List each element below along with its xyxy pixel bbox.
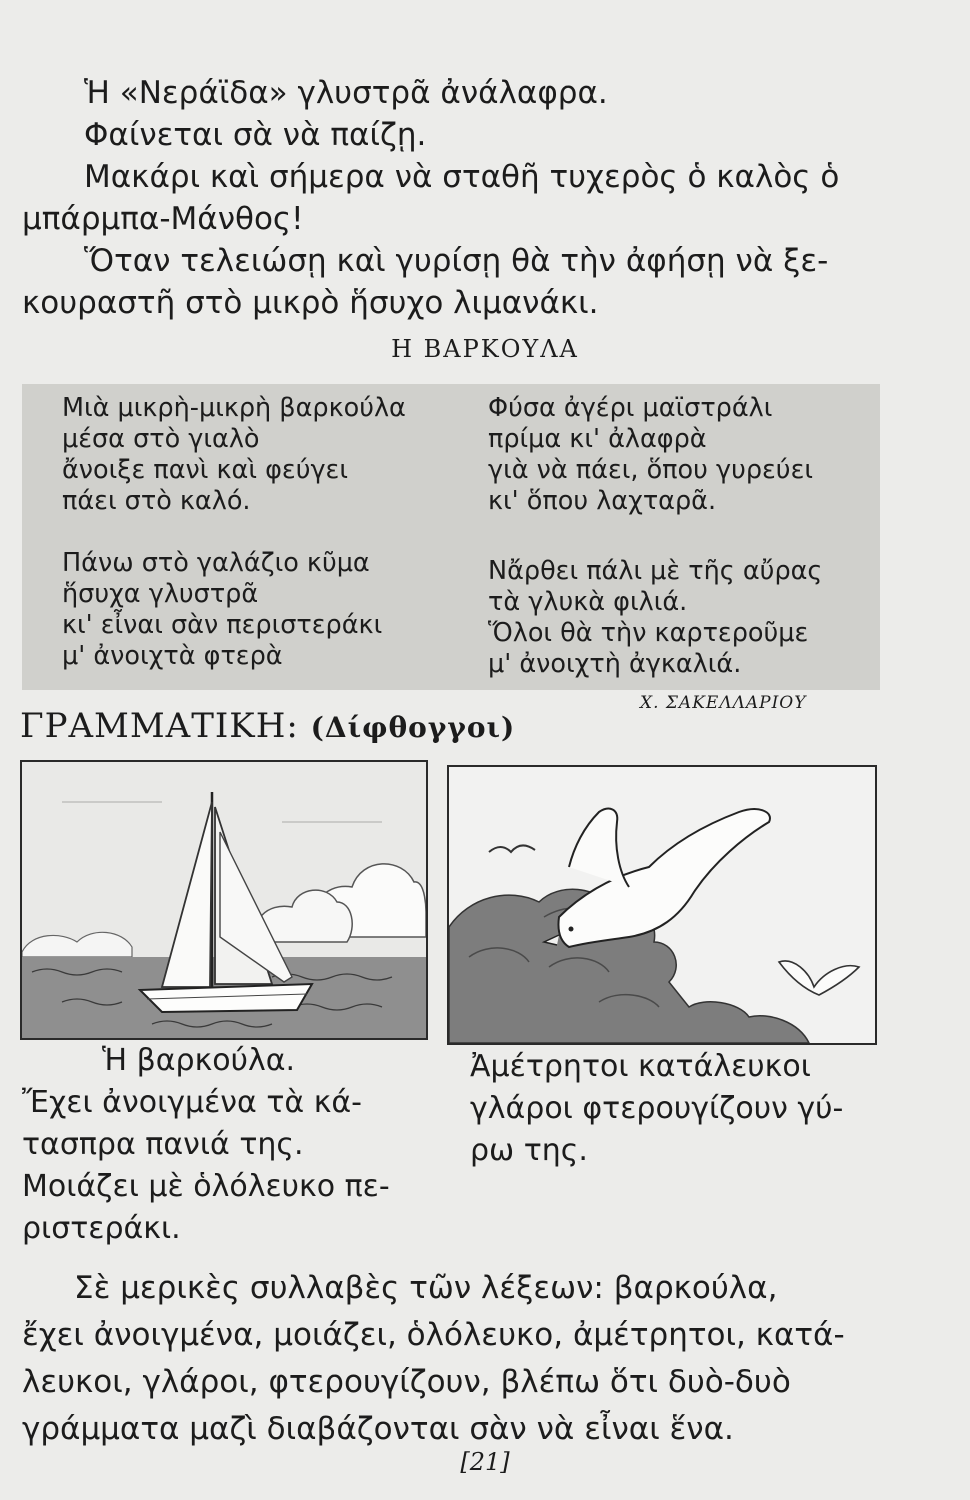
caption-line: γλάροι φτερουγίζουν γύ- [470, 1091, 844, 1126]
seagulls-illustration [447, 765, 877, 1045]
left-caption [22, 1040, 390, 1250]
poem-line: κι' ὅπου λαχταρᾶ. [488, 486, 717, 516]
poem-line: ἥσυχα γλυστρᾶ [62, 579, 259, 609]
sailboat-drawing [22, 762, 426, 1038]
intro-line: Ὅταν τελειώσῃ καὶ γυρίσῃ θὰ τὴν ἀφήσῃ νὰ ξε- [84, 243, 829, 279]
poem-line: Ὅλοι θὰ τὴν καρτεροῦμε [488, 618, 809, 648]
intro-line: Φαίνεται σὰ νὰ παίζῃ. [84, 117, 427, 153]
closing-line: λευκοι, γλάροι, φτερουγίζουν, βλέπω ὅτι δυὸ-δυὸ [22, 1364, 791, 1400]
poem-line: μ' ἀνοιχτὴ ἀγκαλιά. [488, 649, 742, 679]
poem-line: Νἄρθει πάλι μὲ τῆς αὔρας [488, 556, 823, 586]
poem-stanza [488, 393, 813, 517]
poem-line: γιὰ νὰ πάει, ὅπου γυρεύει [488, 455, 813, 485]
poem-line: μ' ἀνοιχτὰ φτερὰ [62, 641, 283, 671]
intro-line: κουραστῆ στὸ μικρὸ ἥσυχο λιμανάκι. [22, 285, 599, 321]
closing-line: γράμματα μαζὶ διαβάζονται σὰν νὰ εἶναι ἕνα. [22, 1411, 734, 1447]
caption-line: Μοιάζει μὲ ὁλόλευκο πε- [22, 1169, 390, 1204]
intro-line: Ἡ «Νεράϊδα» γλυστρᾶ ἀνάλαφρα. [84, 75, 608, 111]
poem-stanza [62, 548, 382, 672]
poem-line: πάει στὸ καλό. [62, 486, 251, 516]
poem-line: κι' εἶναι σὰν περιστεράκι [62, 610, 383, 640]
caption-line: τασπρα πανιά της. [22, 1127, 304, 1162]
poem-line: Πάνω στὸ γαλάζιο κῦμα [62, 548, 370, 578]
caption-line: Ἀμέτρητοι κατάλευκοι [470, 1049, 811, 1084]
poem-line: ἄνοιξε πανὶ καὶ φεύγει [62, 455, 348, 485]
poem-stanza [488, 556, 822, 680]
poem-line: πρίμα κι' ἀλαφρὰ [488, 424, 707, 454]
poem-line: Μιὰ μικρὴ-μικρὴ βαρκούλα [62, 393, 406, 423]
intro-paragraph [22, 72, 882, 324]
grammar-title: ΓΡΑΜΜΑΤΙΚΗ: [20, 706, 299, 746]
poem-title: Η ΒΑΡΚΟΥΛΑ [391, 335, 579, 363]
closing-line: ἔχει ἀνοιγμένα, μοιάζει, ὁλόλευκο, ἀμέτρητοι, κατά- [22, 1317, 845, 1353]
caption-line: ρω της. [470, 1133, 588, 1168]
closing-line: Σὲ μερικὲς συλλαβὲς τῶν λέξεων: βαρκούλα, [74, 1270, 778, 1306]
seagulls-drawing [449, 767, 875, 1043]
right-caption [470, 1046, 843, 1172]
poem-author: Χ. ΣΑΚΕΛΛΑΡΙΟΥ [640, 693, 807, 713]
grammar-subtitle: (Δίφθογγοι) [310, 711, 516, 744]
sailboat-illustration [20, 760, 428, 1040]
caption-line: ριστεράκι. [22, 1211, 181, 1246]
caption-line: Ἔχει ἀνοιγμένα τὰ κά- [22, 1085, 363, 1120]
intro-line: Μακάρι καὶ σήμερα νὰ σταθῆ τυχερὸς ὁ καλὸς ὁ [84, 159, 840, 195]
caption-line: Ἡ βαρκούλα. [102, 1043, 296, 1078]
grammar-heading [20, 706, 515, 746]
closing-paragraph [22, 1265, 882, 1453]
poem-line: τὰ γλυκὰ φιλιά. [488, 587, 688, 617]
poem-stanza [62, 393, 406, 517]
poem-line: Φύσα ἀγέρι μαϊστράλι [488, 393, 773, 423]
page-number: [21] [460, 1448, 510, 1476]
intro-line: μπάρμπα-Μάνθος! [22, 201, 304, 237]
poem-line: μέσα στὸ γιαλὸ [62, 424, 260, 454]
